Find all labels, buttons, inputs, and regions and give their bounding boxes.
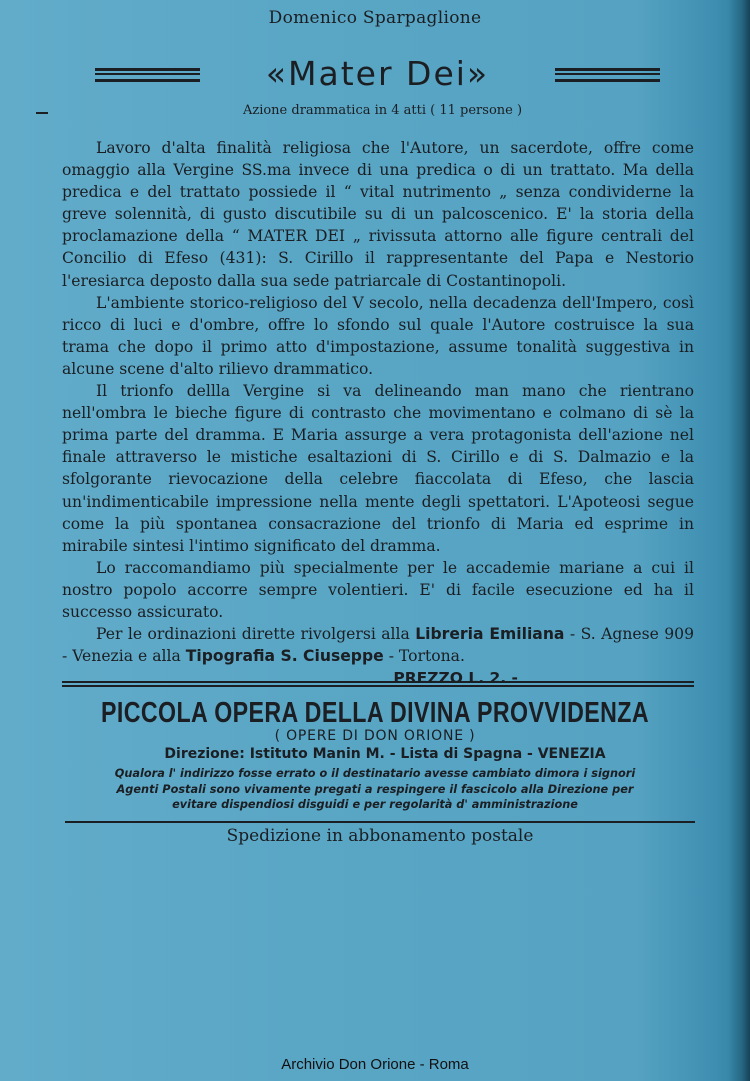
play-subtitle: Azione drammatica in 4 atti ( 11 persone ) [242,103,523,118]
publisher-subtitle: ( OPERE DI DON ORIONE ) [274,728,476,744]
review-text [62,137,694,689]
page-edge-shadow [728,0,750,1081]
review-paragraph: L'ambiente storico-religioso del V secolo, nella decadenza dell'Impero, così ricco di luci e d'ombre, offre lo sfondo sul quale l'Autore costruisce la sua trama che dopo il primo atto d'impostazione, assume tonalità suggestiva in alcune scene d'alto rilievo drammatico. [62,293,694,378]
order-info [62,623,694,667]
review-paragraph: Lo raccomandiamo più specialmente per le accademie mariane a cui il nostro popolo accorre sempre volentieri. E' di facile esecuzione ed ha il successo assicurato. [62,558,694,621]
publisher-direction: Direzione: Istituto Manin M. - Lista di Spagna - VENEZIA [164,746,606,762]
notice-line: Agenti Postali sono vivamente pregati a respingere il fascicolo alla Direzione per [116,782,634,796]
margin-mark [36,112,48,114]
postal-notice [0,766,750,813]
postal-subscription: Spedizione in abbonamento postale [226,826,534,846]
section-divider [65,821,695,823]
author-name: Domenico Sparpaglione [268,8,482,28]
notice-line: Qualora l' indirizzo fosse errato o il destinatario avesse cambiato dimora i signori [114,767,636,780]
title-row [95,54,660,100]
notice-line: evitare dispendiosi disguidi e per regolarità d' amministrazione [172,798,578,811]
publisher-name: PICCOLA OPERA DELLA DIVINA PROVVIDENZA [101,697,649,729]
title-rule-right [555,68,660,82]
review-paragraph: Lavoro d'alta finalità religiosa che l'Autore, un sacerdote, offre come omaggio alla Vergine SS.ma invece di una predica o di un trattato. Ma della predica e del trattato possiede il “ vital nutrimento „ senza condividerne la greve solennità, di gusto discutibile su di un palcoscenico. E' la storia della proclamazione della “ MATER DEI „ rivissuta attorno alle figure centrali del Concilio di Efeso (431): S. Cirillo il rappresentante del Papa e Nestorio l'eresiarca deposto dalla sua sede patriarcale di Costantinopoli. [62,139,694,290]
order-intro: Per le ordinazioni dirette rivolgersi alla [96,625,410,644]
order-address-2: - Tortona. [388,647,465,666]
title-rule-left [95,68,200,82]
archive-watermark: Archivio Don Orione - Roma [281,1056,469,1073]
section-divider-double [62,681,694,687]
price: PREZZO L. 2. - [393,669,518,688]
shop-libreria: Libreria Emiliana [415,625,565,644]
order-address-1: - S. Agnese 909 - Venezia e alla [62,625,694,666]
review-paragraph: Il trionfo dellla Vergine si va delineando man mano che rientrano nell'ombra le bieche figure di contrasto che movimentano e colmano di sè la prima parte del dramma. E Maria assurge a vera protagonista dell'azione nel finale attraverso le mistiche esaltazioni di S. Cirillo e di S. Dalmazio e la sfolgorante rievocazione della celebre fiaccolata di Efeso, che lascia un'indimenticabile impressione nella mente degli spettatori. L'Apoteosi segue come la più spontanea consacrazione del trionfo di Maria ed esprime in mirabile sintesi l'intimo significato del dramma. [62,382,694,555]
shop-tipografia: Tipografia S. Ciuseppe [185,647,384,666]
play-title: «Mater Dei» [265,54,490,93]
